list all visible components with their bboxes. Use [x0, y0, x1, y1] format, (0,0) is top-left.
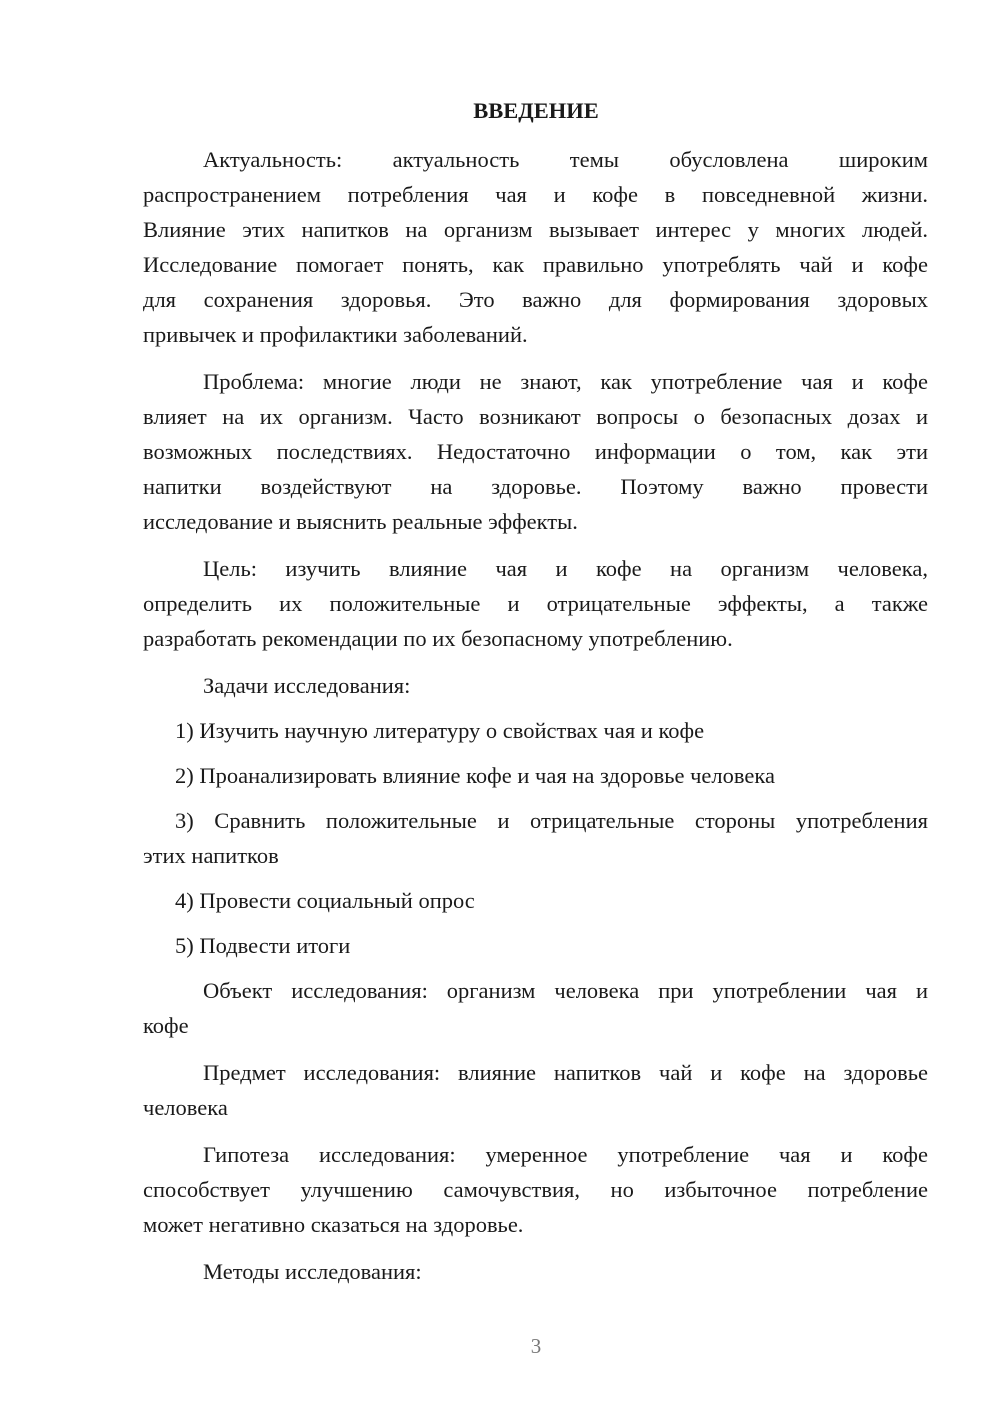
paragraph-problem [143, 364, 928, 539]
text-line: определить их положительные и отрицательные эффекты, а также [143, 591, 928, 616]
page-number: 3 [530, 1334, 542, 1358]
text-line: влияет на их организм. Часто возникают вопросы о безопасных дозах и [143, 404, 928, 429]
paragraph-hypothesis [143, 1137, 928, 1242]
text-line: привычек и профилактики заболеваний. [143, 322, 528, 347]
text-line: Задачи исследования: [203, 673, 411, 698]
text-line: 1) Изучить научную литературу о свойствах чая и кофе [175, 718, 705, 743]
text-line: кофе [143, 1013, 189, 1038]
text-line: 5) Подвести итоги [175, 933, 351, 958]
section-title: ВВЕДЕНИЕ [473, 98, 599, 123]
text-line: Объект исследования: организм человека при употреблении чая и [203, 978, 928, 1003]
task-item [143, 713, 928, 748]
paragraph-subject [143, 1055, 928, 1125]
paragraph-relevance [143, 142, 928, 352]
text-line: разработать рекомендации по их безопасному употреблению. [143, 626, 733, 651]
text-line: Предмет исследования: влияние напитков чай и кофе на здоровье [203, 1060, 928, 1085]
paragraph-methods [143, 1254, 928, 1289]
task-item [143, 928, 928, 963]
task-item [143, 758, 928, 793]
text-line: 2) Проанализировать влияние кофе и чая на здоровье человека [175, 763, 775, 788]
text-line: Гипотеза исследования: умеренное употребление чая и кофе [203, 1142, 928, 1167]
text-line: исследование и выяснить реальные эффекты. [143, 509, 578, 534]
document-body [143, 142, 928, 1301]
text-line: может негативно сказаться на здоровье. [143, 1212, 524, 1237]
task-item [143, 803, 928, 873]
paragraph-object [143, 973, 928, 1043]
text-line: для сохранения здоровья. Это важно для формирования здоровых [143, 287, 928, 312]
task-item [143, 883, 928, 918]
text-line: Методы исследования: [203, 1259, 422, 1284]
text-line: способствует улучшению самочувствия, но избыточное потребление [143, 1177, 928, 1202]
text-line: Влияние этих напитков на организм вызывает интерес у многих людей. [143, 217, 928, 242]
paragraph-tasks-heading [143, 668, 928, 703]
text-line: Актуальность: актуальность темы обусловлена широким [203, 147, 928, 172]
text-line: 4) Провести социальный опрос [175, 888, 475, 913]
text-line: Проблема: многие люди не знают, как употребление чая и кофе [203, 369, 928, 394]
text-line: Цель: изучить влияние чая и кофе на организм человека, [203, 556, 928, 581]
text-line: напитки воздействуют на здоровье. Поэтому важно провести [143, 474, 928, 499]
text-line: человека [143, 1095, 228, 1120]
text-line: возможных последствиях. Недостаточно информации о том, как эти [143, 439, 928, 464]
text-line: распространением потребления чая и кофе в повседневной жизни. [143, 182, 928, 207]
text-line: этих напитков [143, 843, 279, 868]
text-line: 3) Сравнить положительные и отрицательные стороны употребления [175, 808, 928, 833]
paragraph-goal [143, 551, 928, 656]
text-line: Исследование помогает понять, как правильно употреблять чай и кофе [143, 252, 928, 277]
